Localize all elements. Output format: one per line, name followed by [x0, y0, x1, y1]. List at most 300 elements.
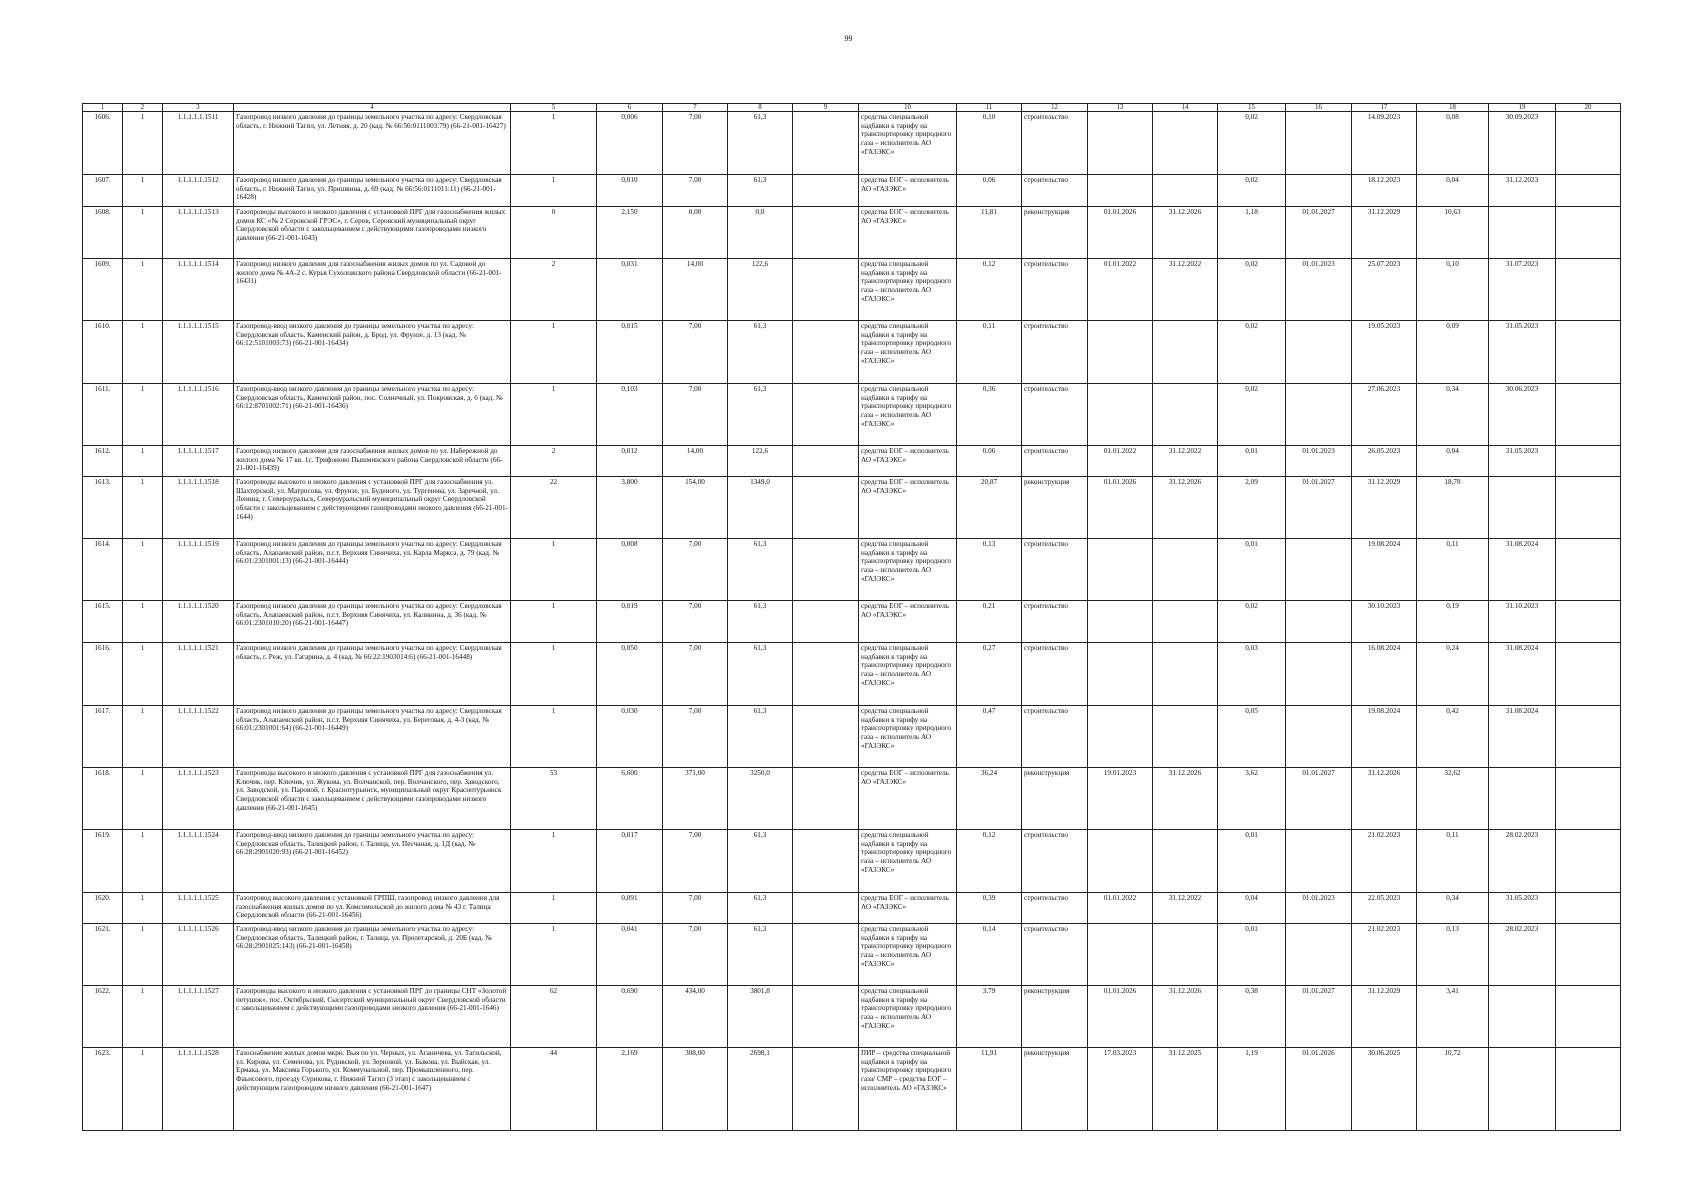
table-cell-col-12: строительство — [1022, 830, 1088, 893]
table-cell-col-4: Газопроводы высокого и низкого давления с установкой ПРГ для газоснабжения ул. Шахтерской, ул. Матросова, ул. Фрунзе, ул. Буденого, ул. Тургенева, ул. Заречной, ул. Ленина, г. Североуральск, Североуральский муниципальный округ Свердловской области с закольцеванием с действующими газопроводами низкого давления (66-21-001-1644) — [234, 477, 511, 539]
table-cell-col-19: 31.08.2024 — [1489, 539, 1556, 601]
table-cell-col-16: 01.01.2027 — [1286, 986, 1352, 1048]
table-cell-col-4: Газопровод низкого давления до границы земельного участка по адресу: Свердловская область, г. Нижний Тагил, ул. Летняя, д. 20 (кад. № 66:56:0111003:79) (66-21-001-16427) — [234, 112, 511, 175]
table-cell-col-8: 61,3 — [728, 830, 793, 893]
table-cell-col-19: 31.05.2023 — [1489, 446, 1556, 477]
column-header: 2 — [123, 104, 163, 112]
table-cell-col-6: 0,010 — [597, 175, 663, 207]
table-cell-col-1: 1609. — [83, 259, 123, 321]
table-cell-col-2: 1 — [123, 643, 163, 706]
table-cell-col-17: 30.06.2025 — [1352, 1048, 1417, 1131]
table-cell-col-4: Газопровод низкого давления до границы земельного участка по адресу: Свердловская область, Алапаевский район, п.г.т. Верхняя Синячиха, ул. Карла Маркса, д. 79 (кад. № 66:01:2301001:13) (66-21-001-16444) — [234, 539, 511, 601]
table-cell-col-6: 0,012 — [597, 446, 663, 477]
table-cell-col-14: 31.12.2026 — [1153, 477, 1218, 539]
table-cell-col-11: 11,81 — [957, 207, 1022, 259]
table-cell-col-20 — [1556, 384, 1621, 446]
table-cell-col-9 — [793, 924, 859, 986]
table-cell-col-5: 1 — [511, 175, 597, 207]
table-cell-col-15: 0,02 — [1218, 384, 1286, 446]
table-cell-col-6: 0,017 — [597, 830, 663, 893]
table-cell-col-20 — [1556, 539, 1621, 601]
table-cell-col-4: Газопровод-ввод низкого давления до границы земельного участка по адресу: Свердловская область, Талицкий район, г. Талица, ул. Пролетарской, д. 20Б (кад. № 66:28:2901025:143) (66-21-001-16458) — [234, 924, 511, 986]
table-cell-col-10: средства ЕОГ – исполнитель АО «ГАЗЭКС» — [859, 477, 957, 539]
table-cell-col-12: строительство — [1022, 321, 1088, 384]
table-cell-col-1: 1616. — [83, 643, 123, 706]
table-cell-col-11: 0,14 — [957, 924, 1022, 986]
table-cell-col-9 — [793, 601, 859, 643]
table-cell-col-18: 3,41 — [1417, 986, 1489, 1048]
table-cell-col-8: 61,3 — [728, 384, 793, 446]
column-header: 4 — [234, 104, 511, 112]
table-cell-col-8: 61,3 — [728, 893, 793, 924]
table-cell-col-10: средства специальной надбавки к тарифу на транспортировку природного газа – исполнитель АО «ГАЗЭКС» — [859, 830, 957, 893]
table-cell-col-18: 0,34 — [1417, 384, 1489, 446]
table-cell-col-16 — [1286, 112, 1352, 175]
table-cell-col-15: 0,02 — [1218, 259, 1286, 321]
column-header: 9 — [793, 104, 859, 112]
column-header: 19 — [1489, 104, 1556, 112]
table-cell-col-14: 31.12.2022 — [1153, 446, 1218, 477]
table-cell-col-15: 2,09 — [1218, 477, 1286, 539]
table-cell-col-17: 31.12.2026 — [1352, 768, 1417, 830]
table-cell-col-9 — [793, 830, 859, 893]
table-cell-col-9 — [793, 768, 859, 830]
table-cell-col-10: средства специальной надбавки к тарифу на транспортировку природного газа – исполнитель АО «ГАЗЭКС» — [859, 706, 957, 768]
table-cell-col-17: 18.12.2023 — [1352, 175, 1417, 207]
table-cell-col-16 — [1286, 830, 1352, 893]
table-cell-col-18: 0,04 — [1417, 175, 1489, 207]
table-cell-col-1: 1611. — [83, 384, 123, 446]
table-cell-col-19: 31.10.2023 — [1489, 601, 1556, 643]
table-cell-col-16 — [1286, 601, 1352, 643]
table-cell-col-3: 1.1.1.1.1.1514 — [163, 259, 234, 321]
table-cell-col-13: 19.01.2023 — [1088, 768, 1153, 830]
table-cell-col-19 — [1489, 477, 1556, 539]
table-cell-col-13 — [1088, 706, 1153, 768]
table-cell-col-19 — [1489, 207, 1556, 259]
table-cell-col-18: 0,42 — [1417, 706, 1489, 768]
table-cell-col-3: 1.1.1.1.1.1523 — [163, 768, 234, 830]
table-cell-col-2: 1 — [123, 446, 163, 477]
table-cell-col-10: средства специальной надбавки к тарифу на транспортировку природного газа – исполнитель АО «ГАЗЭКС» — [859, 384, 957, 446]
table-cell-col-13 — [1088, 112, 1153, 175]
table-cell-col-15: 0,02 — [1218, 112, 1286, 175]
table-cell-col-15: 0,01 — [1218, 446, 1286, 477]
table-cell-col-11: 0,36 — [957, 384, 1022, 446]
column-header: 7 — [663, 104, 728, 112]
table-cell-col-2: 1 — [123, 384, 163, 446]
table-cell-col-13: 01.01.2026 — [1088, 986, 1153, 1048]
table-cell-col-9 — [793, 446, 859, 477]
table-cell-col-16: 01.01.2027 — [1286, 207, 1352, 259]
table-cell-col-11: 0,12 — [957, 830, 1022, 893]
table-cell-col-19 — [1489, 768, 1556, 830]
table-cell-col-3: 1.1.1.1.1.1522 — [163, 706, 234, 768]
table-cell-col-11: 0,06 — [957, 446, 1022, 477]
table-cell-col-5: 1 — [511, 706, 597, 768]
table-cell-col-14 — [1153, 175, 1218, 207]
table-cell-col-13: 01.01.2022 — [1088, 259, 1153, 321]
column-header: 17 — [1352, 104, 1417, 112]
table-cell-col-4: Газоснабжение жилых домов мкрн. Выя по ул. Черных, ул. Аганичева, ул. Тагильской, ул. Кирова, ул. Семенова, ул. Руднвской, ул. Зерновой, ул. Быкова, ул. Выйская, ул. Ермака, ул. Максима Горького, ул. Коммунальной, пер. Промышленного, пер. Фаьнсового, проезду Сурикова, г. Нижний Тагил (3 этап) с закольцеванием с действующим газопроводом низкого давления (66-21-001-1647) — [234, 1048, 511, 1131]
table-cell-col-13 — [1088, 830, 1153, 893]
table-cell-col-13 — [1088, 643, 1153, 706]
table-cell-col-6: 0,041 — [597, 924, 663, 986]
table-row — [83, 1048, 1621, 1131]
table-cell-col-8: 122,6 — [728, 446, 793, 477]
table-row — [83, 446, 1621, 477]
table-cell-col-13: 01.01.2022 — [1088, 446, 1153, 477]
table-cell-col-15: 0,01 — [1218, 539, 1286, 601]
table-row — [83, 706, 1621, 768]
table-cell-col-1: 1623. — [83, 1048, 123, 1131]
table-cell-col-15: 3,62 — [1218, 768, 1286, 830]
table-cell-col-14: 31.12.2022 — [1153, 893, 1218, 924]
table-cell-col-7: 7,00 — [663, 384, 728, 446]
table-cell-col-1: 1607. — [83, 175, 123, 207]
table-cell-col-5: 1 — [511, 601, 597, 643]
table-cell-col-9 — [793, 175, 859, 207]
table-cell-col-18: 0,11 — [1417, 830, 1489, 893]
table-cell-col-1: 1606. — [83, 112, 123, 175]
table-cell-col-7: 0,00 — [663, 207, 728, 259]
table-cell-col-3: 1.1.1.1.1.1518 — [163, 477, 234, 539]
table-cell-col-16: 01.01.2023 — [1286, 259, 1352, 321]
table-cell-col-16 — [1286, 321, 1352, 384]
table-cell-col-7: 434,00 — [663, 986, 728, 1048]
table-cell-col-8: 61,3 — [728, 321, 793, 384]
table-cell-col-13: 17.03.2023 — [1088, 1048, 1153, 1131]
table-cell-col-10: средства специальной надбавки к тарифу на транспортировку природного газа – исполнитель АО «ГАЗЭКС» — [859, 986, 957, 1048]
table-cell-col-2: 1 — [123, 321, 163, 384]
table-cell-col-7: 14,00 — [663, 446, 728, 477]
table-cell-col-11: 0,47 — [957, 706, 1022, 768]
table-cell-col-7: 7,00 — [663, 175, 728, 207]
table-cell-col-8: 0,0 — [728, 207, 793, 259]
table-cell-col-1: 1618. — [83, 768, 123, 830]
table-cell-col-17: 19.05.2023 — [1352, 321, 1417, 384]
table-cell-col-2: 1 — [123, 601, 163, 643]
table-cell-col-14: 31.12.2026 — [1153, 986, 1218, 1048]
table-cell-col-5: 1 — [511, 830, 597, 893]
table-cell-col-17: 31.12.2029 — [1352, 207, 1417, 259]
table-cell-col-12: реконструкция — [1022, 207, 1088, 259]
table-cell-col-4: Газопровод низкого давления до границы земельного участка по адресу: Свердловская область, г. Реж, ул. Гагарина, д. 4 (кад. № 66:22:1903014:6) (66-21-001-16448) — [234, 643, 511, 706]
column-header: 1 — [83, 104, 123, 112]
table-cell-col-15: 0,03 — [1218, 643, 1286, 706]
table-cell-col-1: 1615. — [83, 601, 123, 643]
table-cell-col-19: 31.05.2023 — [1489, 321, 1556, 384]
table-row — [83, 259, 1621, 321]
table-cell-col-6: 0,031 — [597, 259, 663, 321]
table-cell-col-15: 0,05 — [1218, 706, 1286, 768]
table-cell-col-12: реконструкция — [1022, 477, 1088, 539]
table-cell-col-18: 0,04 — [1417, 446, 1489, 477]
table-cell-col-5: 2 — [511, 446, 597, 477]
table-cell-col-11: 11,91 — [957, 1048, 1022, 1131]
table-body — [83, 112, 1621, 1131]
table-cell-col-8: 3250,0 — [728, 768, 793, 830]
table-cell-col-10: средства ЕОГ – исполнитель АО «ГАЗЭКС» — [859, 175, 957, 207]
table-cell-col-6: 0,091 — [597, 893, 663, 924]
table-cell-col-14: 31.12.2022 — [1153, 259, 1218, 321]
table-cell-col-9 — [793, 384, 859, 446]
table-cell-col-8: 61,3 — [728, 539, 793, 601]
table-cell-col-15: 1,19 — [1218, 1048, 1286, 1131]
table-cell-col-13 — [1088, 321, 1153, 384]
table-cell-col-9 — [793, 259, 859, 321]
table-cell-col-13: 01.01.2026 — [1088, 207, 1153, 259]
table-cell-col-9 — [793, 986, 859, 1048]
table-cell-col-8: 61,3 — [728, 643, 793, 706]
table-cell-col-9 — [793, 539, 859, 601]
table-row — [83, 207, 1621, 259]
table-cell-col-20 — [1556, 643, 1621, 706]
table-cell-col-18: 10,72 — [1417, 1048, 1489, 1131]
table-row — [83, 539, 1621, 601]
table-cell-col-6: 0,019 — [597, 601, 663, 643]
table-cell-col-12: строительство — [1022, 893, 1088, 924]
table-cell-col-18: 0,09 — [1417, 321, 1489, 384]
table-cell-col-8: 61,3 — [728, 175, 793, 207]
table-cell-col-12: строительство — [1022, 446, 1088, 477]
table-cell-col-19: 31.12.2023 — [1489, 175, 1556, 207]
table-cell-col-14: 31.12.2026 — [1153, 768, 1218, 830]
table-cell-col-10: средства специальной надбавки к тарифу на транспортировку природного газа – исполнитель АО «ГАЗЭКС» — [859, 924, 957, 986]
table-cell-col-15: 0,04 — [1218, 893, 1286, 924]
column-header: 20 — [1556, 104, 1621, 112]
table-cell-col-15: 0,02 — [1218, 601, 1286, 643]
table-cell-col-11: 0,21 — [957, 601, 1022, 643]
table-cell-col-5: 0 — [511, 207, 597, 259]
column-header: 15 — [1218, 104, 1286, 112]
table-cell-col-5: 62 — [511, 986, 597, 1048]
table-cell-col-18: 0,24 — [1417, 643, 1489, 706]
table-cell-col-15: 0,01 — [1218, 924, 1286, 986]
table-cell-col-18: 32,62 — [1417, 768, 1489, 830]
table-cell-col-9 — [793, 321, 859, 384]
table-cell-col-1: 1612. — [83, 446, 123, 477]
table-cell-col-6: 6,600 — [597, 768, 663, 830]
table-cell-col-6: 0,690 — [597, 986, 663, 1048]
table-cell-col-5: 1 — [511, 112, 597, 175]
table-cell-col-18: 0,34 — [1417, 893, 1489, 924]
table-cell-col-4: Газопровод-ввод низкого давления до границы земельного участка по адресу: Свердловская область, Каменский район, д. Брод, ул. Фрунзе, д. 13 (кад. № 66:12:5101003:73) (66-21-001-16434) — [234, 321, 511, 384]
column-header: 18 — [1417, 104, 1489, 112]
table-cell-col-19: 28.02.2023 — [1489, 924, 1556, 986]
table-cell-col-18: 18,78 — [1417, 477, 1489, 539]
table-cell-col-14 — [1153, 601, 1218, 643]
table-cell-col-12: строительство — [1022, 643, 1088, 706]
table-cell-col-4: Газопровод низкого давления для газоснабжения жилых домов по ул. Садовой до жилого дома № 4А-2 с. Курья Сухоложского района Свердловской области (66-21-001-16431) — [234, 259, 511, 321]
table-cell-col-12: реконструкция — [1022, 768, 1088, 830]
table-cell-col-5: 44 — [511, 1048, 597, 1131]
table-cell-col-20 — [1556, 477, 1621, 539]
table-cell-col-12: строительство — [1022, 924, 1088, 986]
table-cell-col-9 — [793, 477, 859, 539]
table-cell-col-8: 61,3 — [728, 601, 793, 643]
table-cell-col-16 — [1286, 924, 1352, 986]
table-cell-col-19: 31.08.2024 — [1489, 706, 1556, 768]
table-cell-col-7: 7,00 — [663, 601, 728, 643]
table-cell-col-16 — [1286, 384, 1352, 446]
table-cell-col-6: 0,006 — [597, 112, 663, 175]
data-table — [82, 103, 1621, 1131]
table-cell-col-15: 0,38 — [1218, 986, 1286, 1048]
table-cell-col-12: строительство — [1022, 539, 1088, 601]
table-cell-col-7: 7,00 — [663, 706, 728, 768]
table-cell-col-1: 1620. — [83, 893, 123, 924]
table-cell-col-19: 31.08.2024 — [1489, 643, 1556, 706]
column-header: 14 — [1153, 104, 1218, 112]
table-cell-col-6: 0,015 — [597, 321, 663, 384]
table-cell-col-17: 25.07.2023 — [1352, 259, 1417, 321]
table-row — [83, 321, 1621, 384]
table-cell-col-1: 1613. — [83, 477, 123, 539]
table-cell-col-1: 1614. — [83, 539, 123, 601]
table-cell-col-4: Газопровод-ввод низкого давления до границы земельного участка по адресу: Свердловская область, Талицкий район, г. Талица, ул. Песчаная, д. 1Д (кад. № 66:28:2901020:93) (66-21-001-16452) — [234, 830, 511, 893]
table-cell-col-20 — [1556, 1048, 1621, 1131]
table-cell-col-1: 1608. — [83, 207, 123, 259]
column-number-row — [83, 104, 1621, 112]
table-cell-col-18: 0,08 — [1417, 112, 1489, 175]
column-header: 16 — [1286, 104, 1352, 112]
table-cell-col-2: 1 — [123, 539, 163, 601]
table-cell-col-3: 1.1.1.1.1.1513 — [163, 207, 234, 259]
table-cell-col-2: 1 — [123, 830, 163, 893]
table-cell-col-2: 1 — [123, 706, 163, 768]
page-number: 99 — [844, 34, 853, 43]
table-cell-col-4: Газопровод низкого давления для газоснабжения жилых домов по ул. Набережной до жилого дома № 17 кв. 1с. Трифоново Пышминского района Свердловской области (66-21-001-16439) — [234, 446, 511, 477]
table-cell-col-2: 1 — [123, 477, 163, 539]
table-cell-col-20 — [1556, 768, 1621, 830]
table-cell-col-8: 3801,8 — [728, 986, 793, 1048]
table-cell-col-14: 31.12.2026 — [1153, 207, 1218, 259]
table-cell-col-11: 0,06 — [957, 175, 1022, 207]
table-cell-col-16 — [1286, 643, 1352, 706]
table-cell-col-17: 22.05.2023 — [1352, 893, 1417, 924]
table-cell-col-3: 1.1.1.1.1.1517 — [163, 446, 234, 477]
table-cell-col-2: 1 — [123, 768, 163, 830]
table-cell-col-20 — [1556, 175, 1621, 207]
table-cell-col-3: 1.1.1.1.1.1526 — [163, 924, 234, 986]
table-cell-col-1: 1621. — [83, 924, 123, 986]
table-cell-col-3: 1.1.1.1.1.1527 — [163, 986, 234, 1048]
table-cell-col-5: 53 — [511, 768, 597, 830]
table-cell-col-20 — [1556, 601, 1621, 643]
table-cell-col-7: 371,00 — [663, 768, 728, 830]
table-cell-col-14 — [1153, 830, 1218, 893]
table-cell-col-16 — [1286, 175, 1352, 207]
table-row — [83, 893, 1621, 924]
table-cell-col-11: 20,87 — [957, 477, 1022, 539]
table-cell-col-17: 19.08.2024 — [1352, 539, 1417, 601]
table-cell-col-7: 7,00 — [663, 893, 728, 924]
table-cell-col-19: 31.05.2023 — [1489, 893, 1556, 924]
table-cell-col-6: 0,030 — [597, 706, 663, 768]
table-cell-col-15: 1,18 — [1218, 207, 1286, 259]
table-cell-col-16: 01.01.2027 — [1286, 768, 1352, 830]
table-cell-col-6: 2,150 — [597, 207, 663, 259]
table-cell-col-20 — [1556, 112, 1621, 175]
table-row — [83, 477, 1621, 539]
table-cell-col-19: 28.02.2023 — [1489, 830, 1556, 893]
table-cell-col-1: 1622. — [83, 986, 123, 1048]
table-cell-col-10: средства специальной надбавки к тарифу на транспортировку природного газа – исполнитель АО «ГАЗЭКС» — [859, 321, 957, 384]
table-cell-col-17: 26.05.2023 — [1352, 446, 1417, 477]
table-cell-col-10: средства ЕОГ – исполнитель АО «ГАЗЭКС» — [859, 893, 957, 924]
table-cell-col-8: 2698,1 — [728, 1048, 793, 1131]
table-cell-col-11: 0,11 — [957, 321, 1022, 384]
table-cell-col-5: 1 — [511, 643, 597, 706]
table-cell-col-18: 0,11 — [1417, 539, 1489, 601]
table-cell-col-2: 1 — [123, 112, 163, 175]
table-cell-col-20 — [1556, 321, 1621, 384]
table-cell-col-2: 1 — [123, 207, 163, 259]
table-cell-col-11: 36,24 — [957, 768, 1022, 830]
table-cell-col-5: 1 — [511, 384, 597, 446]
column-header: 13 — [1088, 104, 1153, 112]
table-cell-col-3: 1.1.1.1.1.1515 — [163, 321, 234, 384]
table-cell-col-7: 308,00 — [663, 1048, 728, 1131]
table-cell-col-3: 1.1.1.1.1.1516 — [163, 384, 234, 446]
table-cell-col-5: 1 — [511, 893, 597, 924]
table-cell-col-4: Газопроводы высокого и низкого давления с установкой ПРГ для газоснабжения жилых домов КС «№ 2 Серовской ГРЭС», г. Серов, Серовский муниципальный округ Свердловской области с закольцеванием с действующими газопроводами низкого давления (66-21-001-1643) — [234, 207, 511, 259]
column-header: 8 — [728, 104, 793, 112]
table-cell-col-12: строительство — [1022, 259, 1088, 321]
table-cell-col-19 — [1489, 986, 1556, 1048]
table-cell-col-1: 1610. — [83, 321, 123, 384]
table-cell-col-10: средства специальной надбавки к тарифу на транспортировку природного газа – исполнитель АО «ГАЗЭКС» — [859, 539, 957, 601]
table-row — [83, 986, 1621, 1048]
table-cell-col-8: 61,3 — [728, 924, 793, 986]
table-cell-col-7: 154,00 — [663, 477, 728, 539]
table-cell-col-20 — [1556, 259, 1621, 321]
table-cell-col-13 — [1088, 924, 1153, 986]
table-cell-col-7: 7,00 — [663, 830, 728, 893]
table-cell-col-14 — [1153, 384, 1218, 446]
table-cell-col-12: реконструкция — [1022, 1048, 1088, 1131]
table-cell-col-7: 7,00 — [663, 321, 728, 384]
table-cell-col-19: 30.06.2023 — [1489, 384, 1556, 446]
table-cell-col-11: 3,79 — [957, 986, 1022, 1048]
table-cell-col-6: 0,103 — [597, 384, 663, 446]
table-cell-col-4: Газопроводы высокого и низкого давления с установкой ПРГ для газоснабжения ул. Ключик, пер. Ключик, ул. Жукова, ул. Волчанской, пер. Волчанского, пер. Заводского, ул. Заводской, ул. Паровой, г. Краснотурьинск, муниципальный округ Краснотурьинск Свердловской области с закольцеванием с действующими газопроводами низкого давления (66-21-001-1645) — [234, 768, 511, 830]
table-row — [83, 175, 1621, 207]
table-cell-col-17: 31.12.2029 — [1352, 477, 1417, 539]
table-cell-col-12: реконструкция — [1022, 986, 1088, 1048]
table-cell-col-10: средства специальной надбавки к тарифу на транспортировку природного газа – исполнитель АО «ГАЗЭКС» — [859, 643, 957, 706]
table-row — [83, 924, 1621, 986]
table-cell-col-7: 14,00 — [663, 259, 728, 321]
table-cell-col-12: строительство — [1022, 601, 1088, 643]
table-cell-col-5: 2 — [511, 259, 597, 321]
table-cell-col-18: 0,10 — [1417, 259, 1489, 321]
table-cell-col-20 — [1556, 207, 1621, 259]
table-cell-col-20 — [1556, 924, 1621, 986]
table-cell-col-11: 0,27 — [957, 643, 1022, 706]
table-cell-col-7: 7,00 — [663, 924, 728, 986]
table-cell-col-5: 1 — [511, 924, 597, 986]
table-cell-col-10: средства специальной надбавки к тарифу на транспортировку природного газа – исполнитель АО «ГАЗЭКС» — [859, 259, 957, 321]
table-cell-col-16: 01.01.2023 — [1286, 446, 1352, 477]
table-cell-col-19 — [1489, 1048, 1556, 1131]
table-cell-col-4: Газопроводы высокого и низкого давления с установкой ПРГ до границы СНТ «Золотой петушок», пос. Октябрьский, Сысертский муниципальный округ Свердловской области с закольцеванием с действующими газопроводами низкого давления (66-21-001-1646) — [234, 986, 511, 1048]
table-cell-col-6: 0,050 — [597, 643, 663, 706]
table-cell-col-9 — [793, 112, 859, 175]
table-cell-col-13 — [1088, 175, 1153, 207]
table-cell-col-4: Газопровод высокого давления с установкой ГРПШ, газопровод низкого давления для газоснабжения жилых домов по ул. Комсомольской до жилого дома № 43 г. Талица Свердловской области (66-21-001-16456) — [234, 893, 511, 924]
